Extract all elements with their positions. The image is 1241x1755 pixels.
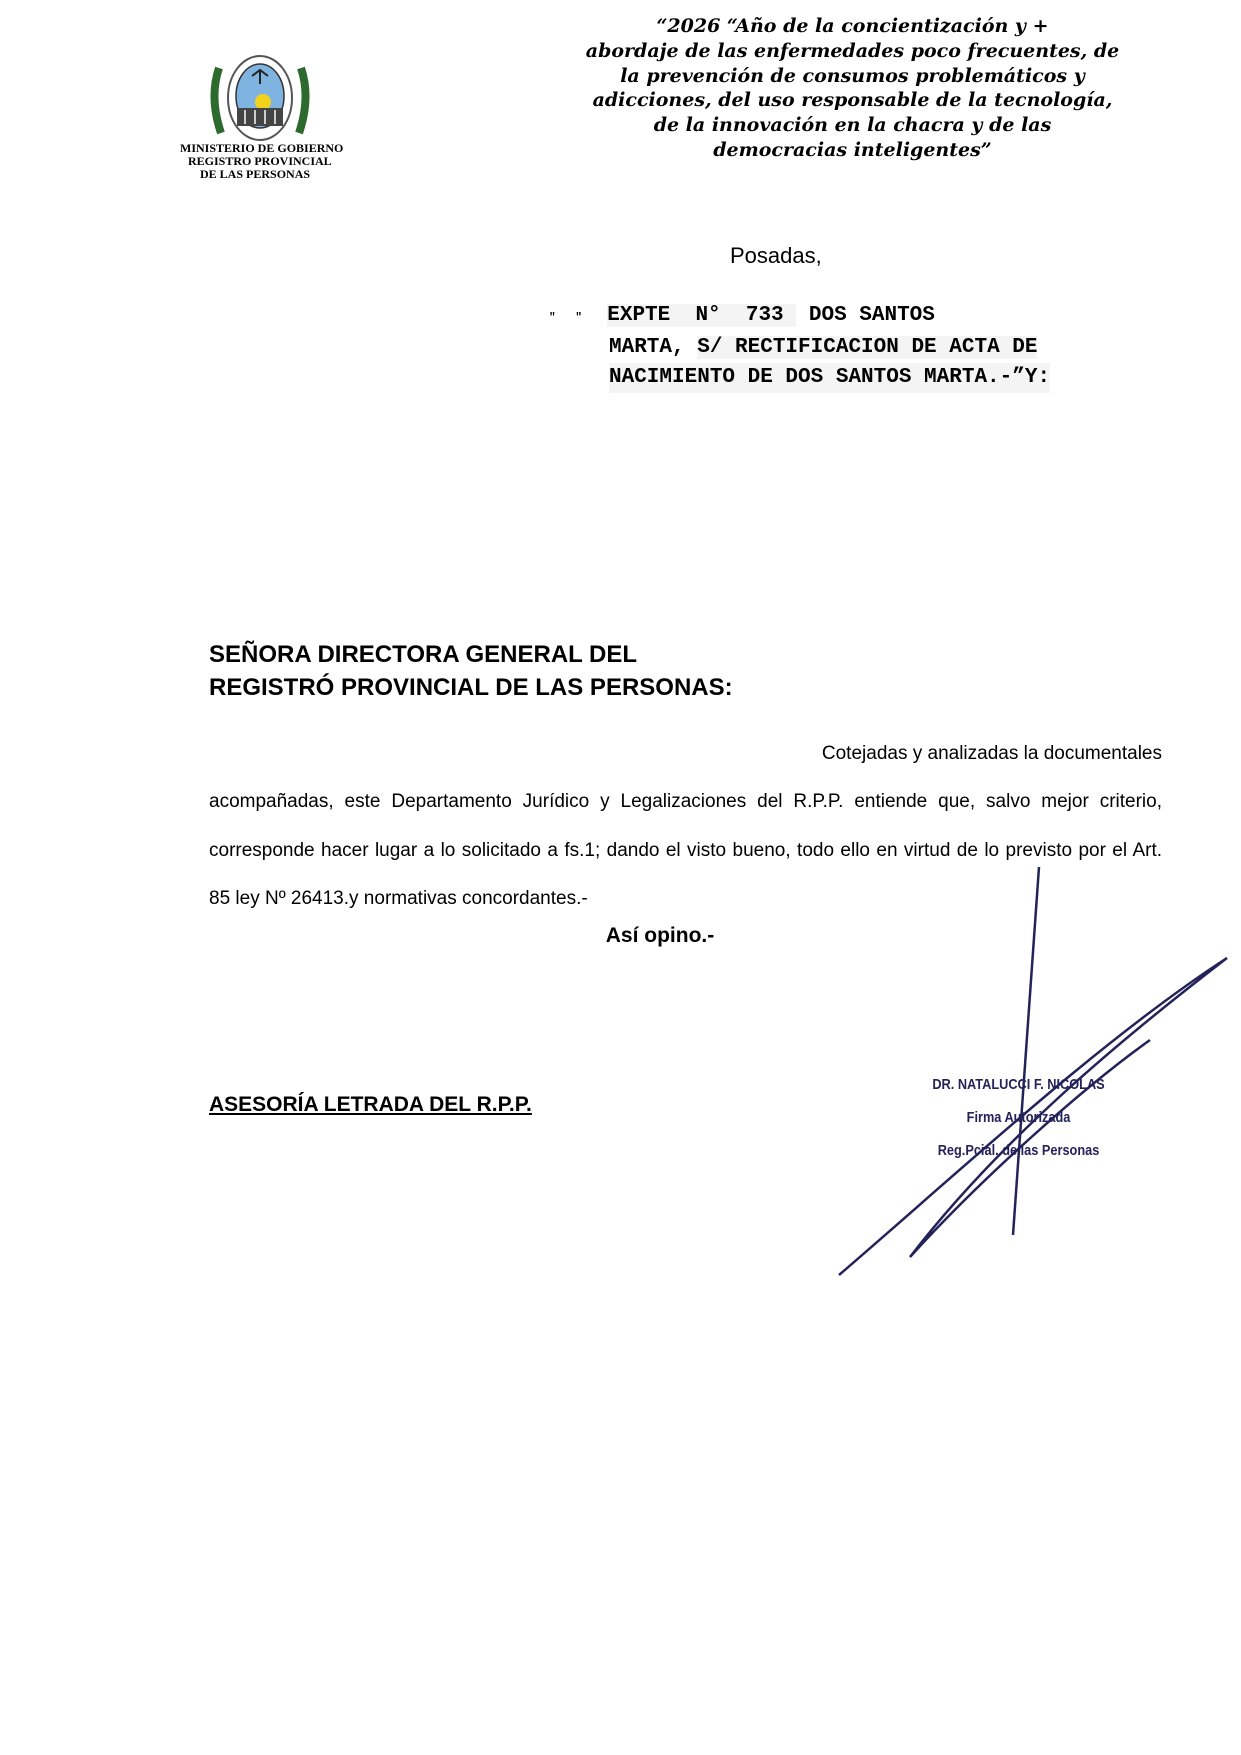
ministry-line: DE LAS PERSONAS — [200, 167, 311, 181]
motto-line: la prevención de consumos problemáticos y — [620, 64, 1085, 87]
place-date: Posadas, — [730, 243, 822, 268]
province-seal-logo — [205, 48, 315, 148]
addressee-line: REGISTRÓ PROVINCIAL DE LAS PERSONAS: — [209, 674, 733, 701]
body-first-line: Cotejadas y analizadas la documentales — [821, 743, 1162, 764]
addressee-line: SEÑORA DIRECTORA GENERAL DEL — [209, 641, 638, 668]
motto-line: adicciones, del uso responsable de la tecnología, — [592, 89, 1113, 112]
department-signature-label: ASESORÍA LETRADA DEL R.P.P. — [209, 1093, 532, 1116]
closing: Así opino.- — [605, 924, 715, 947]
opinion-body — [209, 730, 1162, 923]
body-text: acompañadas, este Departamento Jurídico y Legalizaciones del R.P.P. entiende que, salvo mejor criterio, corresponde hacer lugar a lo solicitado a fs.1; dando el visto bueno, todo ello en virtud de lo previsto por el Art. 85 ley Nº 26413.y normativas concordantes.- — [209, 791, 1162, 909]
ministry-line: MINISTERIO DE GOBIERNO — [180, 141, 344, 155]
case-line-text: MARTA, — [609, 336, 698, 359]
motto-header — [540, 14, 1165, 163]
addressee — [209, 638, 733, 704]
motto-line: democracias inteligentes” — [713, 138, 992, 161]
case-number: EXPTE N° 733 — [607, 304, 797, 327]
stamp-line: Firma Autorizada — [966, 1109, 1071, 1126]
ministry-line: REGISTRO PROVINCIAL — [188, 154, 332, 168]
authorization-stamp — [925, 1068, 1112, 1167]
case-line-text: DOS SANTOS — [796, 304, 935, 327]
quote-marks: " " — [549, 312, 583, 324]
case-line-text: NACIMIENTO DE DOS SANTOS MARTA.-”Y: — [609, 363, 1050, 393]
motto-line: abordaje de las enfermedades poco frecuentes, de — [585, 39, 1120, 62]
stamp-line: DR. NATALUCCI F. NICOLAS — [932, 1076, 1105, 1093]
motto-line: “2026 “Año de la concientización y + — [656, 15, 1049, 37]
motto-line: de la innovación en la chacra y de las — [653, 114, 1052, 137]
ministry-heading — [180, 142, 343, 181]
case-line-text: S/ RECTIFICACION DE ACTA DE — [697, 336, 1038, 359]
stamp-line: Reg.Pcial. de las Personas — [937, 1142, 1100, 1159]
case-reference — [549, 301, 1051, 393]
